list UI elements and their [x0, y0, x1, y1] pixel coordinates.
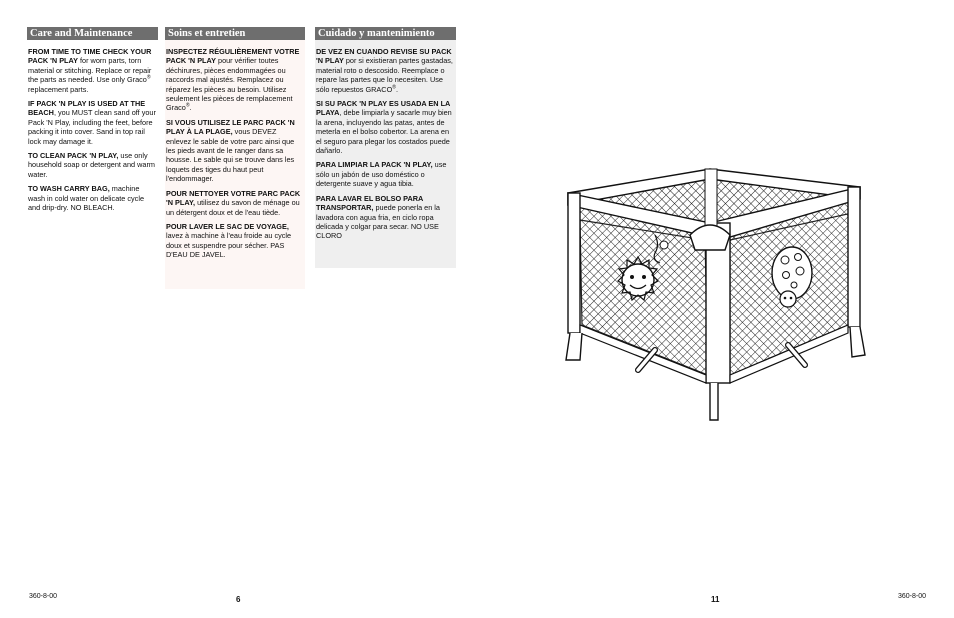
instruction-tail: . [395, 84, 398, 94]
page-number-right: 11 [711, 595, 720, 604]
instruction-lead: DE VEZ EN CUANDO REVISE SU PACK 'N PLAY [316, 47, 452, 66]
instruction-item [28, 151, 156, 179]
instruction-item [166, 222, 303, 260]
instruction-lead: SI SU PACK 'N PLAY ES USADA EN LA PLAYA [316, 99, 451, 118]
instruction-item [166, 189, 303, 217]
section-header-english: Care and Maintenance [27, 27, 158, 40]
instruction-text: pour vérifier toutes déchirures, pièces endommagées ou raccords mal ajustés. Remplacez ou réparez les pièces au besoin. Utilisez seulement les pièces de remplacement Graco [166, 56, 293, 113]
instruction-text: , you MUST clean sand off your Pack 'N Play, including the feet, before packing it into cover. Sand in top rail lock may damage it. [28, 108, 156, 146]
instruction-text: , debe limpiarla y sacarle muy bien la arena, incluyendo las patas, antes de meterla en el bolso cobertor. La arena en el seguro para plegar los costados puede dañarlo. [316, 108, 452, 156]
instruction-item [28, 47, 156, 94]
section-header-spanish: Cuidado y mantenimiento [315, 27, 456, 40]
column-french [165, 27, 305, 289]
instruction-item [316, 99, 454, 155]
instruction-text: utilisez du savon de ménage ou un détergent doux et de l'eau tiède. [166, 198, 300, 217]
document-code-left: 360-8-00 [29, 593, 58, 600]
instruction-lead: SI VOUS UTILISEZ LE PARC PACK 'N PLAY À LA PLAGE, [166, 117, 295, 137]
instruction-item [28, 99, 156, 146]
instruction-item [316, 47, 454, 94]
column-spanish [315, 27, 456, 268]
registered-mark: ® [185, 103, 190, 110]
registered-mark: ® [392, 84, 396, 91]
instruction-item [316, 194, 454, 241]
instruction-text: lavez à machine à l'eau froide au cycle doux et suspendre pour sécher. PAS D'EAU DE JAVEL. [166, 231, 292, 260]
instruction-lead: INSPECTEZ RÉGULIÈREMENT VOTRE PACK 'N PLAY [166, 47, 300, 66]
instruction-lead: FROM TIME TO TIME CHECK YOUR PACK 'N PLAY [28, 47, 152, 66]
registered-mark: ® [146, 74, 151, 81]
document-code-right: 360-8-00 [898, 593, 927, 600]
instruction-lead: POUR LAVER LE SAC DE VOYAGE, [166, 221, 289, 231]
instruction-text: puede ponerla en la lavadora con agua fria, en ciclo ropa delicada y colgar para secar. NO USE CLORO [316, 203, 440, 241]
instruction-text: por si existieran partes gastadas, material roto o descosido. Reemplace o repare las partes que lo necesiten. Use sólo repuestos GRACO [316, 56, 453, 94]
instruction-lead: IF PACK 'N PLAY IS USED AT THE BEACH [28, 99, 146, 118]
instruction-lead: TO WASH CARRY BAG, [28, 184, 110, 194]
instruction-lead: PARA LAVAR EL BOLSO PARA TRANSPORTAR, [316, 193, 424, 213]
instruction-item [166, 118, 303, 184]
column-body-english [27, 40, 158, 220]
instruction-item [28, 184, 156, 212]
instruction-lead: TO CLEAN PACK 'N PLAY, [28, 151, 119, 161]
instruction-tail: . [189, 103, 192, 113]
instruction-text: for worn parts, torn material or stitching. Replace or repair the parts as needed. Use only Graco [28, 56, 152, 85]
instruction-lead: PARA LIMPIAR LA PACK 'N PLAY, [316, 160, 433, 170]
column-body-french [165, 40, 305, 289]
column-english [27, 27, 158, 220]
instruction-item [166, 47, 303, 113]
instruction-text: machine wash in cold water on delicate cycle and drip-dry. NO BLEACH. [28, 184, 144, 213]
instruction-tail: replacement parts. [28, 84, 89, 94]
page-number-left: 6 [236, 595, 241, 604]
instruction-lead: POUR NETTOYER VOTRE PARC PACK 'N PLAY, [166, 188, 301, 208]
section-header-french: Soins et entretien [165, 27, 305, 40]
instruction-text: use only household soap or detergent and warm water. [28, 151, 155, 179]
instruction-text: vous DEVEZ enlevez le sable de votre parc ainsi que les pieds avant de le ranger dans sa housse. Le sable qui se trouve dans les loquets des tiges du haut peut l'endommager. [166, 127, 295, 184]
playard-illustration-icon [560, 165, 870, 425]
column-body-spanish [315, 40, 456, 268]
instruction-item [316, 160, 454, 188]
instruction-text: use sólo un jabón de uso doméstico o detergente suave y agua tibia. [316, 160, 447, 189]
